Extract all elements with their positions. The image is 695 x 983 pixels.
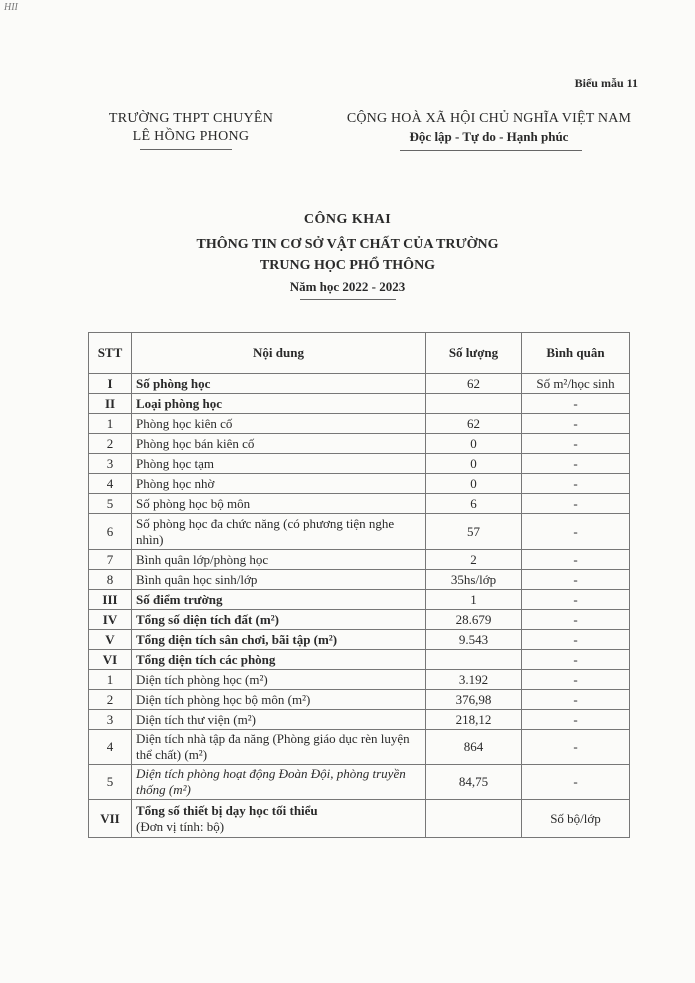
cell-qty: 6	[426, 494, 522, 514]
table-header-row	[89, 333, 630, 374]
cell-qty: 0	[426, 474, 522, 494]
table-row	[89, 730, 630, 765]
cell-stt: 4	[89, 474, 132, 494]
cell-content-text: Số phòng học	[136, 375, 211, 391]
cell-qty: 3.192	[426, 670, 522, 690]
cell-content-text: Phòng học tạm	[136, 455, 214, 471]
cell-content	[132, 590, 426, 610]
cell-stt: IV	[89, 610, 132, 630]
cell-stt: I	[89, 374, 132, 394]
cell-qty: 62	[426, 414, 522, 434]
nation-name: CỘNG HOÀ XÃ HỘI CHỦ NGHĨA VIỆT NAM	[346, 111, 632, 126]
cell-avg: -	[522, 610, 630, 630]
table-row	[89, 550, 630, 570]
cell-content	[132, 710, 426, 730]
cell-avg: -	[522, 590, 630, 610]
cell-stt: 6	[89, 514, 132, 550]
cell-stt: 1	[89, 414, 132, 434]
header-avg: Bình quân	[522, 333, 630, 374]
school-name-line1: TRƯỜNG THPT CHUYÊN	[108, 111, 274, 126]
cell-content-text: Tổng số thiết bị dạy học tối thiểu	[136, 802, 318, 818]
cell-qty: 2	[426, 550, 522, 570]
cell-qty: 62	[426, 374, 522, 394]
cell-qty: 0	[426, 454, 522, 474]
school-name-line2: LÊ HỒNG PHONG	[132, 129, 250, 144]
doc-title: CÔNG KHAI	[303, 212, 392, 227]
cell-avg: -	[522, 514, 630, 550]
cell-content	[132, 454, 426, 474]
table-row	[89, 394, 630, 414]
cell-avg: -	[522, 474, 630, 494]
cell-content-text: Bình quân lớp/phòng học	[136, 551, 269, 567]
table-row	[89, 514, 630, 550]
cell-content-text: Tổng diện tích các phòng	[136, 651, 276, 667]
cell-avg: Số m²/học sinh	[522, 374, 630, 394]
cell-avg: -	[522, 414, 630, 434]
table-row	[89, 454, 630, 474]
cell-avg: -	[522, 550, 630, 570]
cell-stt: 7	[89, 550, 132, 570]
cell-stt: 3	[89, 454, 132, 474]
cell-qty: 1	[426, 590, 522, 610]
cell-content-text: Số phòng học đa chức năng (có phương tiện nghe nhìn)	[136, 515, 395, 547]
cell-content-text: Diện tích thư viện (m²)	[136, 711, 256, 727]
cell-qty: 9.543	[426, 630, 522, 650]
table-row	[89, 800, 630, 838]
nation-motto: Độc lập - Tự do - Hạnh phúc	[409, 129, 569, 144]
cell-content-text: Số điểm trường	[136, 591, 223, 607]
cell-stt: 5	[89, 765, 132, 800]
cell-content	[132, 630, 426, 650]
cell-content	[132, 650, 426, 670]
table-row	[89, 570, 630, 590]
cell-qty: 35hs/lớp	[426, 570, 522, 590]
cell-avg: -	[522, 765, 630, 800]
table-row	[89, 690, 630, 710]
cell-stt: 2	[89, 434, 132, 454]
cell-content	[132, 394, 426, 414]
cell-avg: -	[522, 434, 630, 454]
cell-avg: -	[522, 494, 630, 514]
cell-content-text: Diện tích nhà tập đa năng (Phòng giáo dục rèn luyện thể chất) (m²)	[136, 731, 410, 762]
cell-stt: 4	[89, 730, 132, 765]
form-number: Biểu mẫu 11	[574, 76, 638, 90]
cell-stt: III	[89, 590, 132, 610]
table-row	[89, 590, 630, 610]
cell-avg: -	[522, 630, 630, 650]
cell-qty: 376,98	[426, 690, 522, 710]
table-row	[89, 710, 630, 730]
cell-content-text: Tổng diện tích sân chơi, bãi tập (m²)	[136, 631, 338, 647]
cell-avg: -	[522, 650, 630, 670]
cell-content-text: Tổng số diện tích đất (m²)	[136, 611, 279, 627]
doc-subtitle-line1: THÔNG TIN CƠ SỞ VẬT CHẤT CỦA TRƯỜNG	[196, 237, 499, 252]
header-content: Nội dung	[132, 333, 426, 374]
cell-stt: V	[89, 630, 132, 650]
cell-stt: VII	[89, 800, 132, 838]
cell-content-text: Số phòng học bộ môn	[136, 495, 251, 511]
cell-content	[132, 374, 426, 394]
cell-avg: -	[522, 670, 630, 690]
school-underline	[140, 149, 232, 150]
nation-header	[330, 110, 648, 146]
cell-stt: VI	[89, 650, 132, 670]
cell-stt: 5	[89, 494, 132, 514]
cell-content	[132, 670, 426, 690]
cell-qty	[426, 800, 522, 838]
cell-avg: -	[522, 454, 630, 474]
cell-content	[132, 434, 426, 454]
cell-content	[132, 494, 426, 514]
cell-content-text: Diện tích phòng học (m²)	[136, 671, 268, 687]
cell-stt: 2	[89, 690, 132, 710]
school-header	[96, 110, 286, 146]
cell-qty	[426, 394, 522, 414]
cell-stt: 1	[89, 670, 132, 690]
cell-content	[132, 730, 426, 765]
cell-qty	[426, 650, 522, 670]
cell-content	[132, 570, 426, 590]
header-qty: Số lượng	[426, 333, 522, 374]
cell-avg: -	[522, 690, 630, 710]
cell-content	[132, 550, 426, 570]
table-row	[89, 494, 630, 514]
table-row	[89, 670, 630, 690]
cell-qty: 57	[426, 514, 522, 550]
table-row	[89, 434, 630, 454]
school-year: Năm học 2022 - 2023	[289, 279, 406, 294]
table-row	[89, 765, 630, 800]
cell-qty: 0	[426, 434, 522, 454]
cell-avg: Số bộ/lớp	[522, 800, 630, 838]
cell-content	[132, 610, 426, 630]
cell-stt: 8	[89, 570, 132, 590]
cell-content-text: Phòng học kiên cố	[136, 415, 233, 431]
cell-qty: 864	[426, 730, 522, 765]
cell-content-text: Diện tích phòng học bộ môn (m²)	[136, 691, 311, 707]
cell-content-unit: (Đơn vị tính: bộ)	[136, 818, 225, 834]
table-row	[89, 650, 630, 670]
cell-content	[132, 514, 426, 550]
cell-content-text: Phòng học nhờ	[136, 475, 215, 491]
cell-content	[132, 800, 426, 838]
cell-stt: 3	[89, 710, 132, 730]
table-row	[89, 610, 630, 630]
doc-subtitle-line2: TRUNG HỌC PHỔ THÔNG	[259, 258, 436, 273]
cell-content-text: Phòng học bán kiên cố	[136, 435, 255, 451]
table-row	[89, 630, 630, 650]
cell-content	[132, 765, 426, 800]
cell-content	[132, 690, 426, 710]
table-row	[89, 374, 630, 394]
cell-content-text: Diện tích phòng hoạt động Đoàn Đội, phòng truyền thống (m²)	[136, 766, 406, 797]
cell-qty: 84,75	[426, 765, 522, 800]
cell-content-text: Loại phòng học	[136, 395, 222, 411]
cell-content	[132, 414, 426, 434]
facilities-table	[88, 332, 630, 838]
cell-avg: -	[522, 710, 630, 730]
cell-qty: 28.679	[426, 610, 522, 630]
cell-content	[132, 474, 426, 494]
cell-content-text: Bình quân học sinh/lớp	[136, 571, 258, 587]
cell-stt: II	[89, 394, 132, 414]
title-underline	[300, 299, 396, 300]
cell-avg: -	[522, 394, 630, 414]
header-stt: STT	[89, 333, 132, 374]
cell-avg: -	[522, 730, 630, 765]
cell-qty: 218,12	[426, 710, 522, 730]
motto-underline	[400, 150, 582, 151]
table-row	[89, 474, 630, 494]
table-row	[89, 414, 630, 434]
handwritten-mark: HII	[4, 2, 18, 13]
cell-avg: -	[522, 570, 630, 590]
